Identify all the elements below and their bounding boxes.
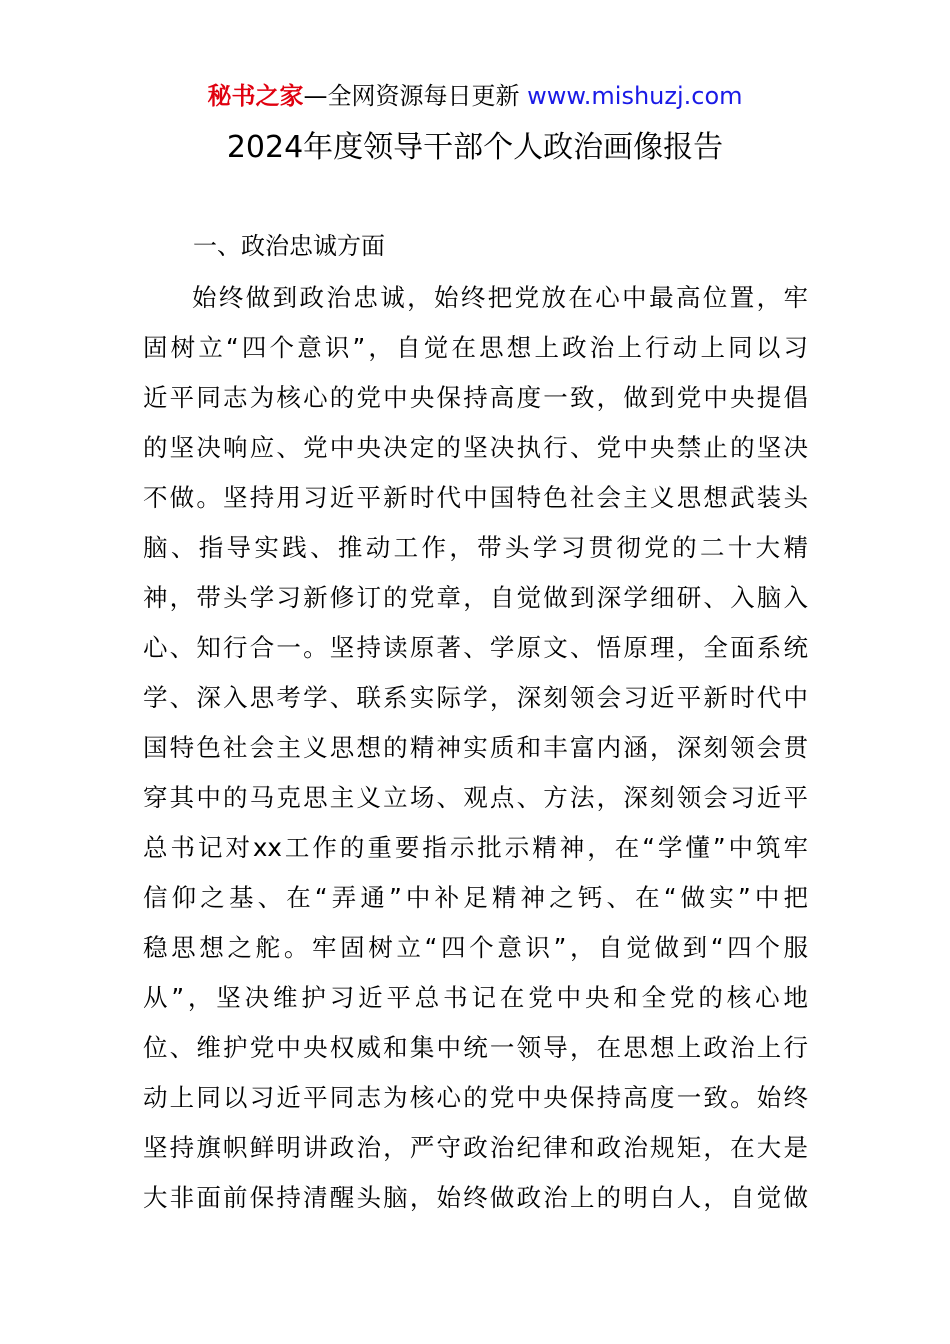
paragraph-line: 稳思想之舵。牢固树立“四个意识”，自觉做到“四个服 (143, 933, 808, 962)
paragraph-line: 穿其中的马克思主义立场、观点、方法，深刻领会习近平 (143, 783, 808, 812)
paragraph-line: 近平同志为核心的党中央保持高度一致，做到党中央提倡 (143, 383, 808, 412)
paragraph-line: 坚持旗帜鲜明讲政治，严守政治纪律和政治规矩，在大是 (143, 1133, 808, 1162)
paragraph-line: 心、知行合一。坚持读原著、学原文、悟原理，全面系统 (143, 633, 808, 662)
body-paragraph (143, 273, 808, 1223)
paragraph-line: 信仰之基、在“弄通”中补足精神之钙、在“做实”中把 (143, 883, 808, 912)
paragraph-line: 固树立“四个意识”，自觉在思想上政治上行动上同以习 (143, 333, 808, 362)
paragraph-line: 的坚决响应、党中央决定的坚决执行、党中央禁止的坚决 (143, 433, 808, 462)
paragraph-line: 神，带头学习新修订的党章，自觉做到深学细研、入脑入 (143, 583, 808, 612)
brand-name: 秘书之家 (207, 82, 304, 110)
paragraph-line: 国特色社会主义思想的精神实质和丰富内涵，深刻领会贯 (143, 733, 808, 762)
paragraph-line: 不做。坚持用习近平新时代中国特色社会主义思想武装头 (143, 483, 808, 512)
site-link[interactable]: www.mishuzj.com (527, 82, 743, 110)
paragraph-line: 始终做到政治忠诚，始终把党放在心中最高位置，牢 (192, 283, 808, 312)
paragraph-line: 动上同以习近平同志为核心的党中央保持高度一致。始终 (143, 1083, 808, 1112)
paragraph-line: 从”，坚决维护习近平总书记在党中央和全党的核心地 (143, 983, 808, 1012)
document-title: 2024年度领导干部个人政治画像报告 (226, 130, 724, 165)
paragraph-line: 大非面前保持清醒头脑，始终做政治上的明白人，自觉做 (143, 1183, 808, 1212)
paragraph-line: 脑、指导实践、推动工作，带头学习贯彻党的二十大精 (143, 533, 808, 562)
paragraph-line: 总书记对xx工作的重要指示批示精神，在“学懂”中筑牢 (143, 833, 808, 862)
site-banner (0, 80, 950, 112)
section-heading: 一、政治忠诚方面 (193, 232, 385, 260)
banner-slogan: —全网资源每日更新 (303, 82, 520, 110)
paragraph-line: 学、深入思考学、联系实际学，深刻领会习近平新时代中 (143, 683, 808, 712)
paragraph-line: 位、维护党中央权威和集中统一领导，在思想上政治上行 (143, 1033, 808, 1062)
